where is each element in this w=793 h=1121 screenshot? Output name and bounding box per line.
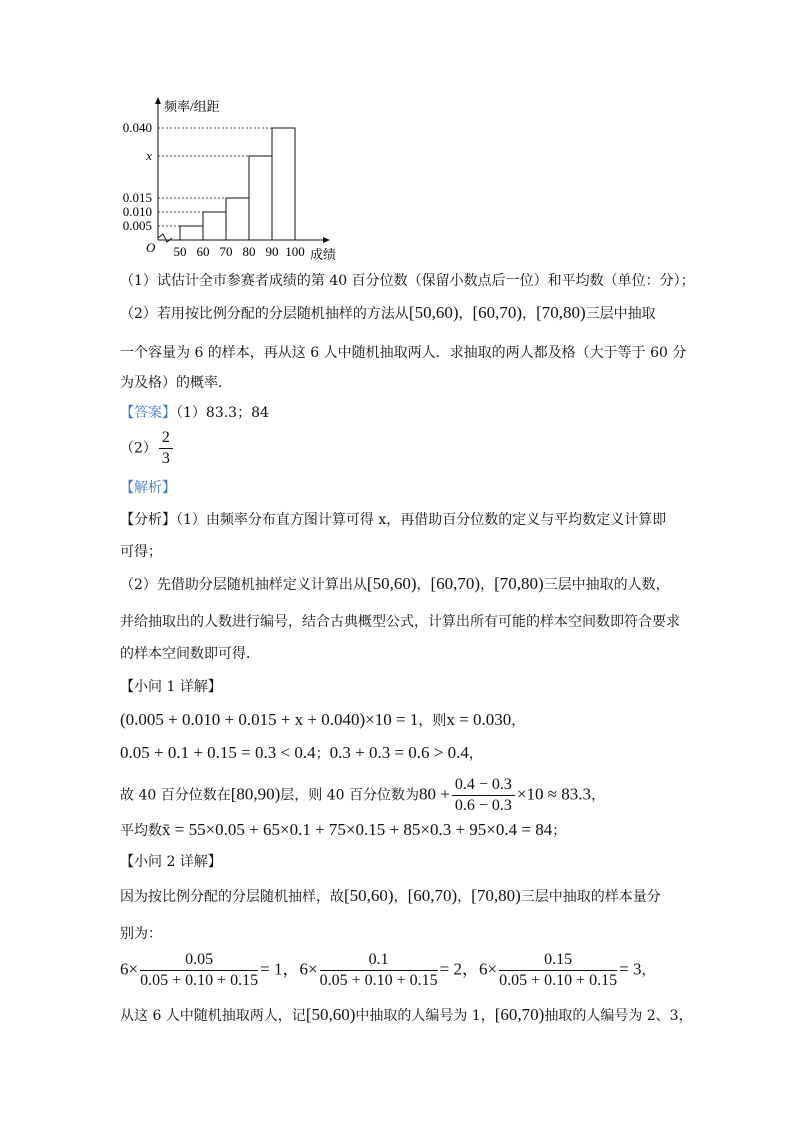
equation-3-mid: 层，则 40 百分位数为 — [280, 787, 420, 804]
histogram-bar — [272, 128, 295, 240]
answer-1: （1）83.3；84 — [176, 405, 269, 421]
equation-2a: 0.05 + 0.1 + 0.15 = 0.3 < 0.4 — [120, 743, 316, 762]
last-line-lead: 从这 6 人中随机抽取两人，记 — [120, 1008, 306, 1024]
equation-2b: 0.3 + 0.3 = 0.6 > 0.4 — [329, 743, 469, 762]
answer-2-prefix: （2） — [120, 440, 157, 457]
fenxi-2-line2: 并给抽取出的人数进行编号，结合古典概型公式，计算出所有可能的样本空间数即符合要求 — [120, 614, 680, 630]
histogram-bar — [180, 226, 203, 240]
equation-3-result: ×10 ≈ 83.3 — [516, 784, 592, 804]
question-1: （1）试估计全市参赛者成绩的第 40 百分位数（保留小数点后一位）和平均数（单位：分）； — [120, 273, 695, 289]
separator: ， — [522, 306, 537, 322]
answer-line2 — [120, 428, 175, 469]
separator: ， — [480, 577, 495, 593]
histogram-bar — [203, 212, 226, 240]
last-line-mid: 中抽取的人编号为 1， — [355, 1008, 495, 1024]
mean-formula: x̄ = 55×0.05 + 65×0.1 + 75×0.15 + 85×0.3 + 95×0.4 = 84 — [162, 820, 553, 839]
question-2-line1 — [120, 303, 656, 324]
x-tick-label: 100 — [285, 244, 305, 259]
equation-3-fraction — [452, 775, 515, 816]
fenxi-line2: 可得； — [120, 544, 162, 560]
x-tick-label: 70 — [219, 244, 233, 259]
question-2-line3: 为及格）的概率． — [120, 375, 232, 391]
sub-question-2-tag: 【小问 2 详解】 — [120, 854, 222, 870]
y-tick-label: 0.040 — [122, 120, 152, 135]
fraction-1 — [140, 950, 258, 991]
fraction-denominator: 0.05 + 0.10 + 0.15 — [499, 972, 618, 989]
fraction-1-lead: 6× — [120, 959, 139, 979]
x-axis-arrow — [323, 237, 330, 243]
equation-1 — [120, 710, 525, 731]
interval-50-60: [50,60) — [344, 886, 394, 905]
interval-60-70: [60,70) — [472, 303, 523, 322]
interval-50-60: [50,60) — [408, 303, 459, 322]
answer-tag: 【答案】 — [120, 405, 176, 421]
fraction-3-lead: ，6× — [461, 959, 498, 979]
fenxi-1: （1）由频率分布直方图计算可得 x，再借助百分位数的定义与平均数定义计算即 — [176, 512, 667, 528]
fraction-denominator: 0.05 + 0.10 + 0.15 — [319, 972, 438, 989]
answer-line1 — [120, 403, 269, 423]
y-axis-arrow — [155, 97, 161, 104]
fraction-numerator: 0.15 — [499, 950, 617, 971]
y-tick-label: x — [146, 148, 152, 163]
fraction-1-result: = 1 — [260, 959, 283, 979]
x-tick-label: 60 — [196, 244, 210, 259]
punct: ， — [591, 787, 606, 804]
separator: ， — [457, 889, 472, 905]
equation-2 — [120, 743, 483, 764]
punct: ； — [552, 823, 567, 839]
fenxi-2-tail: 三层中抽取的人数， — [543, 577, 670, 593]
frequency-histogram — [110, 88, 350, 268]
fraction-denominator: 0.6 − 0.3 — [454, 797, 512, 814]
fraction-numerator: 0.1 — [320, 950, 438, 971]
fraction-numerator: 0.4 − 0.3 — [452, 775, 515, 796]
x-tick-label: 80 — [242, 244, 256, 259]
fenxi-2-line3: 的样本空间数即可得． — [120, 646, 260, 662]
punct: ； — [315, 746, 330, 762]
x-tick-label: 50 — [173, 244, 187, 259]
fractions-line — [120, 950, 655, 991]
interval-60-70: [60,70) — [407, 886, 458, 905]
fraction-denominator: 3 — [161, 450, 170, 467]
separator: ， — [393, 889, 408, 905]
interval-50-60: [50,60) — [305, 1005, 356, 1024]
interval-70-80: [70,80) — [494, 574, 544, 593]
question-2-tail: 三层中抽取 — [585, 306, 656, 322]
separator: ， — [416, 577, 431, 593]
x-tick-label: 90 — [265, 244, 279, 259]
fenxi-2-line1 — [120, 574, 670, 595]
equation-1-result: x = 0.030 — [446, 710, 512, 729]
equation-3 — [120, 775, 605, 816]
x-axis-title: 成绩 — [310, 247, 337, 262]
equation-1-text: ，则 — [418, 713, 447, 729]
equation-3-base: 80 + — [419, 784, 450, 804]
punct: ， — [468, 746, 483, 762]
last-line — [120, 1005, 693, 1026]
separator: ， — [458, 306, 473, 322]
fraction-2-result: = 2 — [439, 959, 462, 979]
sub-question-1-tag: 【小问 1 详解】 — [120, 679, 222, 695]
fraction-3 — [499, 950, 617, 991]
equation-4-lead: 平均数 — [120, 823, 162, 839]
equation-1-main: (0.005 + 0.010 + 0.015 + x + 0.040)×10 = 1 — [120, 710, 419, 729]
question-2-lead: （2）若用按比例分配的分层随机抽样的方法从 — [120, 306, 409, 322]
y-tick-label: 0.015 — [122, 190, 152, 205]
histogram-bar — [249, 156, 272, 240]
equation-3-lead: 故 40 百分位数在 — [120, 787, 231, 804]
fraction-numerator: 2 — [159, 428, 173, 449]
fraction-denominator: 0.05 + 0.10 + 0.15 — [140, 972, 259, 989]
y-axis-title: 频率/组距 — [164, 99, 220, 114]
y-tick-label: 0.005 — [122, 218, 152, 233]
interval-80-90: [80,90) — [230, 784, 281, 804]
answer-2-fraction — [159, 428, 173, 469]
fraction-3-result: = 3 — [619, 959, 642, 979]
fenxi-tag: 【分析】 — [120, 512, 176, 528]
y-tick-label: 0.010 — [122, 204, 152, 219]
solution-2-tail: 三层中抽取的样本量分 — [520, 889, 661, 905]
interval-50-60: [50,60) — [366, 574, 417, 593]
histogram-bar — [226, 198, 249, 240]
last-line-tail: 抽取的人编号为 2、3， — [544, 1008, 693, 1024]
interval-60-70: [60,70) — [494, 1005, 545, 1024]
solution-2-line1 — [120, 886, 661, 907]
interval-70-80: [70,80) — [536, 303, 586, 322]
fraction-2-lead: ，6× — [282, 959, 318, 979]
origin-label: O — [146, 240, 156, 255]
fraction-2 — [320, 950, 438, 991]
axis-break — [158, 234, 172, 242]
fenxi-2-lead: （2）先借助分层随机抽样定义计算出从 — [120, 577, 367, 593]
analysis-tag: 【解析】 — [120, 480, 176, 496]
punct: ， — [511, 713, 526, 729]
equation-4 — [120, 820, 566, 841]
interval-60-70: [60,70) — [430, 574, 481, 593]
fenxi-line1 — [120, 510, 666, 530]
fraction-numerator: 0.05 — [140, 950, 258, 971]
solution-2-line2: 别为： — [120, 926, 162, 942]
punct: ， — [641, 962, 656, 979]
question-2-line2: 一个容量为 6 的样本，再从这 6 人中随机抽取两人．求抽取的两人都及格（大于等于 60 分 — [120, 345, 687, 361]
solution-2-lead: 因为按比例分配的分层随机抽样，故 — [120, 889, 344, 905]
interval-70-80: [70,80) — [471, 886, 521, 905]
